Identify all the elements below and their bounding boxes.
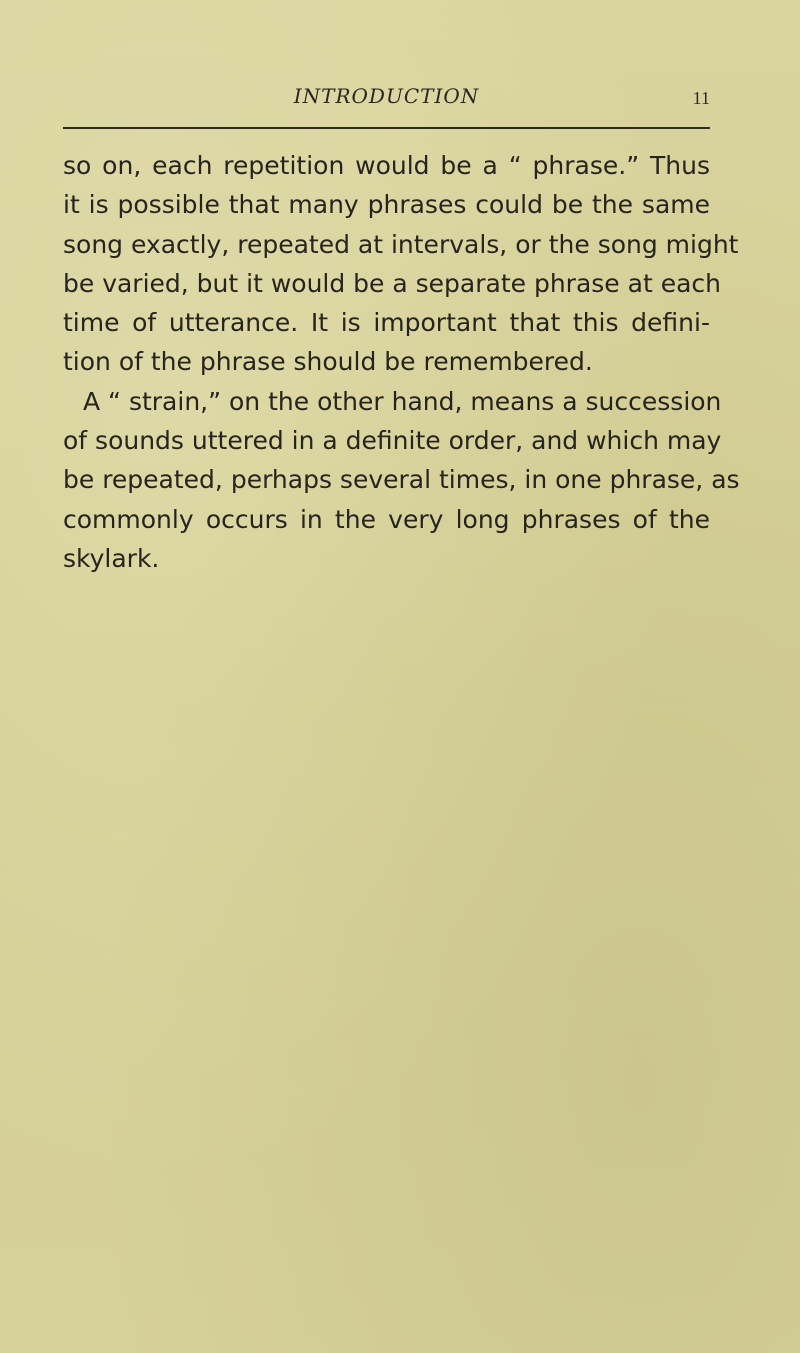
text-line: commonly occurs in the very long phrases of the [63,504,710,534]
body-text [63,146,740,578]
text-line: be repeated, perhaps several times, in one phrase, as [63,465,740,495]
running-head [63,84,710,118]
text-line: A “ strain,” on the other hand, means a succession [83,386,722,416]
text-line: it is possible that many phrases could be the same [63,190,710,220]
text-line: be varied, but it would be a separate phrase at each [63,268,721,298]
text-line: tion of the phrase should be remembered. [63,347,593,377]
text-line: of sounds uttered in a definite order, and which may [63,426,722,456]
running-title: INTRODUCTION [293,84,480,108]
text-line: time of utterance. It is important that this defini- [63,308,710,338]
text-line: skylark. [63,543,160,573]
page-number: 11 [692,88,710,108]
text-line: song exactly, repeated at intervals, or the song might [63,229,739,259]
header-rule [63,127,710,129]
text-line: so on, each repetition would be a “ phrase.” Thus [63,151,710,180]
